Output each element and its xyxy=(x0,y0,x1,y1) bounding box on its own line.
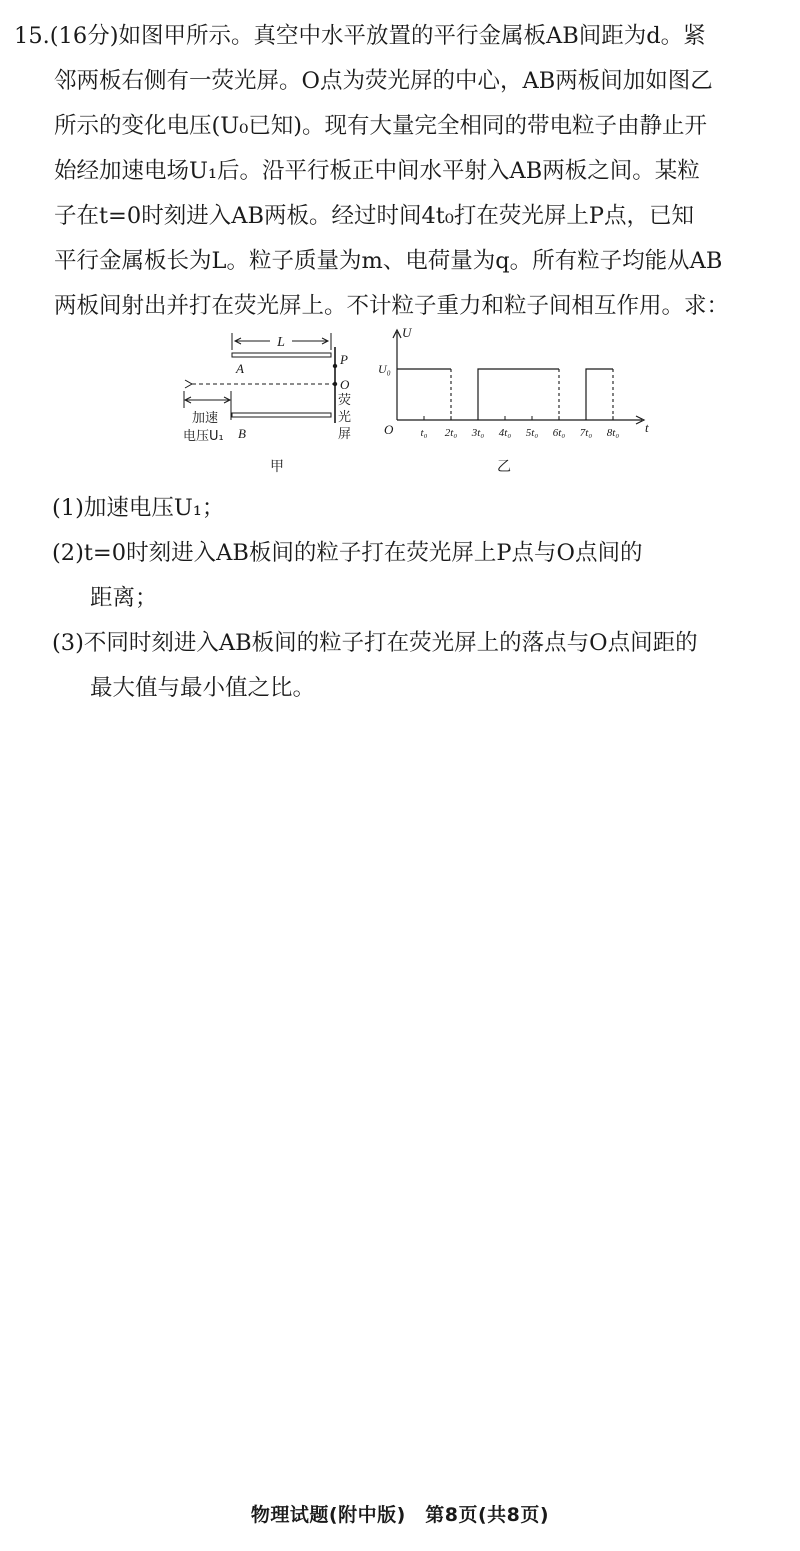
x-tick-label: 8t₀ xyxy=(606,427,620,439)
problem-line: 所示的变化电压(U₀已知)。现有大量完全相同的带电粒子由静止开 xyxy=(54,113,708,139)
x-tick-label: t₀ xyxy=(420,427,428,439)
question-1: (1)加速电压U₁； xyxy=(52,495,225,521)
x-tick-label: 3t₀ xyxy=(471,427,485,439)
x-tick-label: 4t₀ xyxy=(498,427,512,439)
pulse-top xyxy=(586,369,613,420)
label-p: P xyxy=(340,352,348,367)
plate-b xyxy=(232,413,331,417)
label-a: A xyxy=(236,361,244,376)
question-2: (2)t=0时刻进入AB板间的粒子打在荧光屏上P点与O点间的 xyxy=(52,540,643,566)
screen-label-char: 荧 xyxy=(338,393,352,408)
figures-svg xyxy=(0,318,800,488)
question-3: (3)不同时刻进入AB板间的粒子打在荧光屏上的落点与O点间距的 xyxy=(52,630,698,656)
caption-a: 甲 xyxy=(270,459,284,475)
caption-b: 乙 xyxy=(497,459,511,475)
pulse-top xyxy=(478,369,559,420)
problem-statement xyxy=(14,14,786,329)
label-b: B xyxy=(238,426,246,441)
figure-b-chart xyxy=(378,325,649,475)
problem-line: 子在t=0时刻进入AB两板。经过时间4t₀打在荧光屏上P点，已知 xyxy=(54,203,695,229)
sub-questions xyxy=(52,486,792,711)
origin-label: O xyxy=(384,422,394,437)
problem-line: 邻两板右侧有一荧光屏。O点为荧光屏的中心，AB两板间加如图乙 xyxy=(54,68,713,94)
plate-a xyxy=(232,353,331,357)
figures xyxy=(0,318,800,488)
x-tick-label: 6t₀ xyxy=(552,427,566,439)
page-footer: 物理试题(附中版) 第8页(共8页) xyxy=(250,1504,550,1526)
problem-line: 平行金属板长为L。粒子质量为m、电荷量为q。所有粒子均能从AB xyxy=(54,248,723,274)
problem-line: 15.(16分)如图甲所示。真空中水平放置的平行金属板AB间距为d。紧 xyxy=(14,23,706,49)
figure-a-apparatus xyxy=(184,333,335,423)
label-o: O xyxy=(340,377,350,392)
accel-label-bottom: 电压U₁ xyxy=(183,429,224,444)
y-axis-label: U xyxy=(402,325,412,340)
beam-entry-mark xyxy=(185,380,192,388)
screen-label-char: 光 xyxy=(338,410,352,425)
point-p-dot xyxy=(333,364,337,368)
x-axis-label: t xyxy=(645,420,649,435)
accel-label-top: 加速 xyxy=(192,411,219,426)
pulse-layer xyxy=(397,369,613,420)
x-tick-label: 5t₀ xyxy=(525,427,539,439)
u0-label: U₀ xyxy=(378,362,391,376)
label-l: L xyxy=(277,335,285,350)
question-3-continuation: 最大值与最小值之比。 xyxy=(90,675,316,701)
x-tick-label: 2t₀ xyxy=(444,427,458,439)
point-o-dot xyxy=(333,382,337,386)
problem-line: 始经加速电场U₁后。沿平行板正中间水平射入AB两板之间。某粒 xyxy=(54,158,700,184)
problem-line: 两板间射出并打在荧光屏上。不计粒子重力和粒子间相互作用。求： xyxy=(54,293,730,319)
question-2-continuation: 距离； xyxy=(90,585,158,611)
screen-label-char: 屏 xyxy=(338,427,352,442)
x-tick-label: 7t₀ xyxy=(579,427,593,439)
